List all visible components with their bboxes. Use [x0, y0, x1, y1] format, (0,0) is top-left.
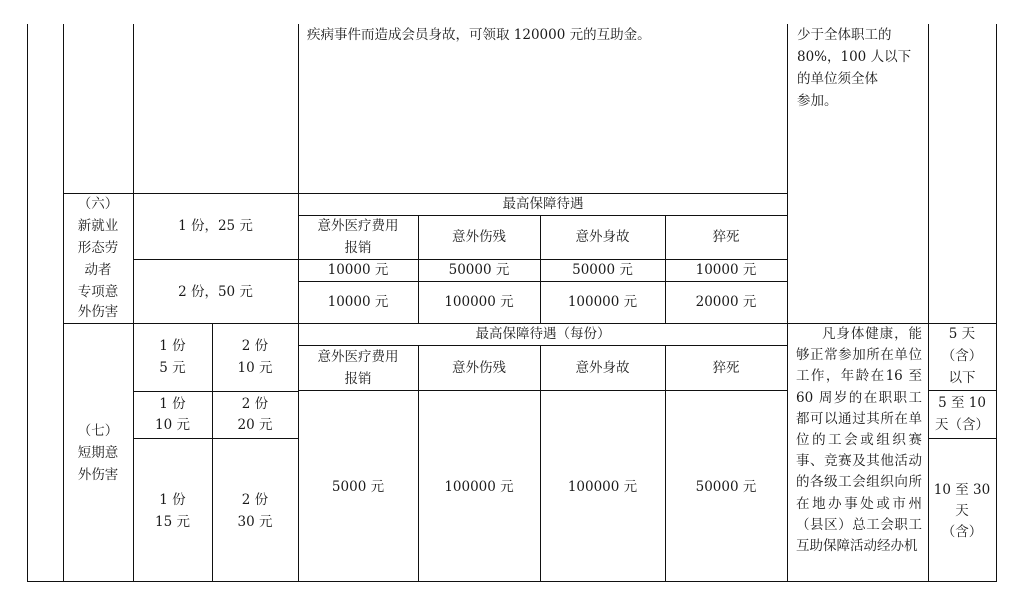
section6-heading: 外伤害	[77, 304, 119, 320]
section6-heading: 动者	[84, 262, 112, 278]
plan-one-share: 1 份	[159, 338, 186, 354]
duration-label: 以下	[948, 370, 976, 386]
section6-plan: 1 份，25 元	[178, 218, 253, 234]
column-header-death: 意外身故	[575, 229, 630, 245]
table-cell: 50000 元	[572, 262, 633, 278]
table-cell: 10000 元	[327, 294, 389, 310]
section7-heading: 外伤害	[77, 467, 119, 483]
table-border-bottom	[27, 581, 997, 582]
duration-label: 天（含）	[935, 417, 989, 433]
duration-label: （含）	[941, 524, 983, 540]
death-benefit-text: 疾病事件而造成会员身故，可领取 120000 元的互助金。	[307, 27, 651, 43]
table-border-right	[996, 24, 997, 582]
section6-max-benefit-header: 最高保障待遇	[502, 196, 584, 212]
column-header-disability: 意外伤残	[452, 229, 506, 245]
section6-heading: （六）	[77, 196, 119, 212]
section6-heading: 形态劳	[77, 240, 119, 256]
section7-max-benefit-header: 最高保障待遇（每份）	[475, 326, 611, 342]
section7-heading: 短期意	[77, 445, 119, 461]
duration-label: （含）	[941, 348, 983, 364]
table-cell: 10000 元	[327, 262, 389, 278]
column-header-disability: 意外伤残	[452, 360, 506, 376]
duration-label: 10 至 30	[933, 482, 991, 498]
participation-note-line: 的单位须全体	[797, 71, 878, 87]
section6-plan: 2 份，50 元	[178, 284, 253, 300]
plan-two-shares: 30 元	[237, 514, 273, 530]
eligibility-text: 凡身体健康，能够正常参加所在单位工作，年龄在16 至 60 周岁的在职职工都可以通过其所在单位的工会或组织赛事、竞赛及其他活动的各级工会组织向所在地办事处或市州（县区）总工会职工互助保障活动经办机	[796, 326, 922, 555]
table-cell: 10000 元	[695, 262, 757, 278]
column-header-medical: 报销	[344, 371, 372, 387]
duration-label: 天	[955, 503, 969, 519]
duration-label: 5 至 10	[938, 395, 986, 411]
table-cell: 50000 元	[695, 479, 757, 495]
column-header-medical: 报销	[344, 240, 372, 256]
participation-note-line: 参加。	[797, 93, 838, 109]
section6-heading: 专项意	[77, 284, 119, 300]
participation-note-line: 80%，100 人以下	[797, 49, 912, 65]
column-header-medical: 意外医疗费用	[317, 218, 399, 234]
participation-note-line: 少于全体职工的	[797, 27, 892, 43]
table-cell: 20000 元	[695, 294, 757, 310]
row-line-s7-plan1	[133, 391, 298, 392]
plan-two-shares: 20 元	[237, 417, 273, 433]
plan-one-share: 1 份	[159, 396, 186, 412]
table-cell: 5000 元	[331, 479, 385, 495]
section7-heading: （七）	[77, 423, 119, 439]
plan-two-shares: 10 元	[237, 360, 273, 376]
row-line-s7-plan2	[133, 438, 298, 439]
plan-one-share: 5 元	[159, 360, 186, 376]
plan-two-shares: 2 份	[241, 338, 269, 354]
table-border-left	[27, 24, 28, 582]
column-header-death: 意外身故	[575, 360, 630, 376]
plan-two-shares: 2 份	[241, 396, 269, 412]
table-cell: 100000 元	[567, 479, 638, 495]
plan-one-share: 1 份	[159, 492, 186, 508]
table-cell: 50000 元	[448, 262, 510, 278]
duration-label: 5 天	[948, 326, 976, 342]
table-cell: 100000 元	[444, 479, 514, 495]
table-line-v7b	[665, 345, 666, 582]
plan-one-share: 15 元	[155, 514, 190, 530]
table-line-v8	[787, 24, 788, 582]
column-header-sudden-death: 猝死	[712, 229, 740, 245]
row-line-dur2	[928, 438, 996, 439]
table-cell: 100000 元	[444, 294, 514, 310]
row-line-s6-values	[298, 281, 788, 282]
column-header-sudden-death: 猝死	[712, 360, 740, 376]
row-line-s7-cols	[298, 390, 788, 391]
row-line-dur1	[928, 390, 996, 391]
table-cell: 100000 元	[567, 294, 638, 310]
table-line-v5b	[418, 345, 419, 582]
column-header-medical: 意外医疗费用	[317, 349, 399, 365]
plan-one-share: 10 元	[155, 417, 190, 433]
section6-heading: 新就业	[77, 218, 119, 234]
plan-two-shares: 2 份	[241, 492, 269, 508]
table-line-v6b	[540, 345, 541, 582]
